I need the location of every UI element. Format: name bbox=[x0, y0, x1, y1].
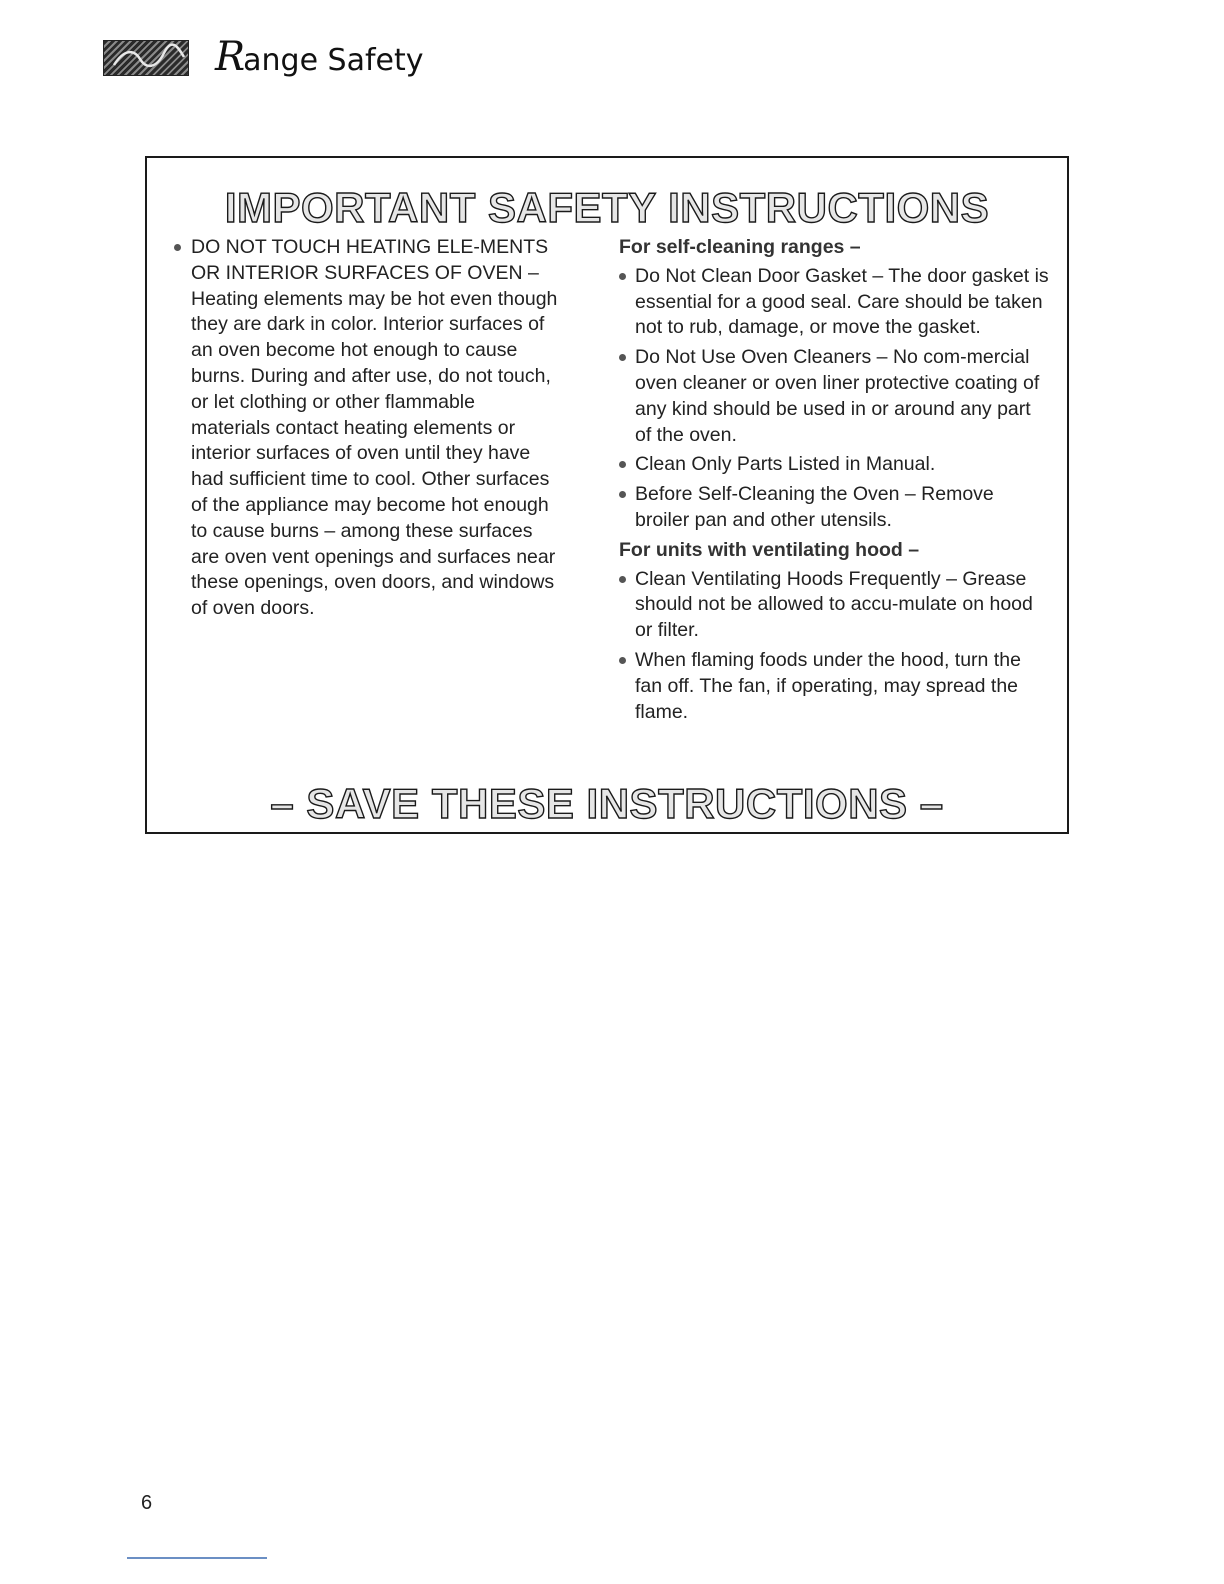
self-cleaning-heading: For self-cleaning ranges – bbox=[619, 236, 861, 258]
list-item: Clean Only Parts Listed in Manual. bbox=[619, 452, 1049, 478]
list-item: When flaming foods under the hood, turn the fan off. The fan, if operating, may spread the flame. bbox=[619, 648, 1049, 725]
section-title: Range Safety bbox=[215, 34, 424, 80]
bullet-icon bbox=[619, 461, 626, 468]
footer-rule bbox=[127, 1557, 267, 1559]
list-item: Clean Ventilating Hoods Frequently – Grease should not be allowed to accu-mulate on hood or filter. bbox=[619, 567, 1049, 644]
list-item: Before Self-Cleaning the Oven – Remove broiler pan and other utensils. bbox=[619, 482, 1049, 534]
brand-logo-icon bbox=[103, 40, 189, 76]
list-item: Do Not Use Oven Cleaners – No com-mercial oven cleaner or oven liner protective coating of any kind should be used in or around any part of the oven. bbox=[619, 345, 1049, 448]
bullet-icon bbox=[619, 491, 626, 498]
right-column bbox=[619, 235, 1049, 729]
save-instructions-banner: – SAVE THESE INSTRUCTIONS – bbox=[270, 780, 944, 827]
page-number: 6 bbox=[141, 1492, 153, 1514]
left-column bbox=[169, 235, 559, 626]
ventilating-hood-heading: For units with ventilating hood – bbox=[619, 538, 920, 561]
bullet-icon bbox=[619, 657, 626, 664]
safety-instructions-box bbox=[145, 156, 1069, 834]
bullet-icon bbox=[619, 354, 626, 361]
list-item: DO NOT TOUCH HEATING ELE-MENTS OR INTERIOR SURFACES OF OVEN – Heating elements may be hot even though they are dark in color. Interior surfaces of an oven become hot enough to cause burns. During and after use, do not touch, or let clothing or other flammable materials contact heating elements or interior surfaces of oven until they have had sufficient time to cool. Other surfaces of the appliance may become hot enough to cause burns – among these surfaces are oven vent openings and surfaces near these openings, oven doors, and windows of oven doors. bbox=[169, 235, 559, 622]
bullet-icon bbox=[619, 576, 626, 583]
box-title: IMPORTANT SAFETY INSTRUCTIONS bbox=[224, 184, 990, 231]
bullet-icon bbox=[619, 273, 626, 280]
list-item: Do Not Clean Door Gasket – The door gasket is essential for a good seal. Care should be taken not to rub, damage, or move the gasket. bbox=[619, 264, 1049, 341]
bullet-icon bbox=[174, 244, 181, 251]
